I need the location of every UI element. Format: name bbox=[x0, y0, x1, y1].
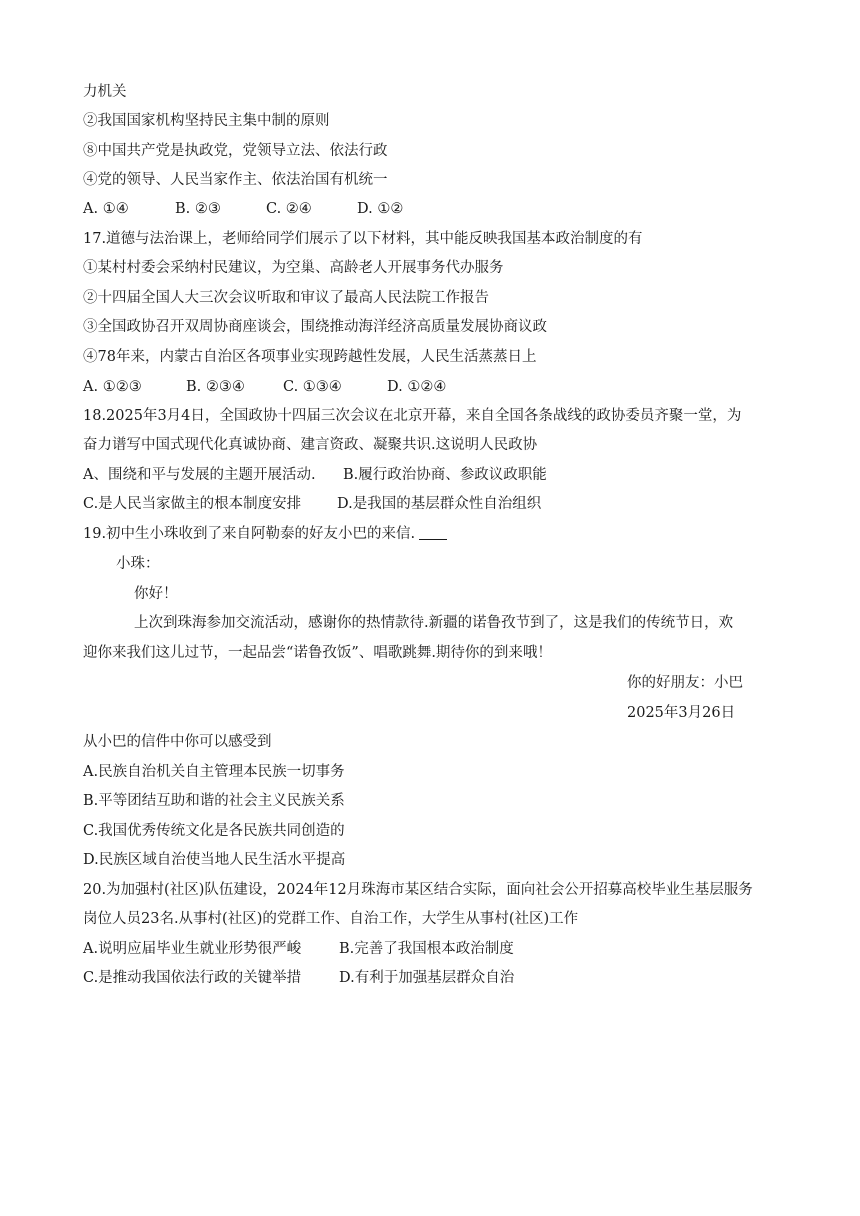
option-d: D.是我国的基层群众性自治组织 bbox=[337, 496, 542, 512]
option-b: B.完善了我国根本政治制度 bbox=[339, 941, 514, 957]
q17-statement-4: ④78年来，内蒙古自治区各项事业实现跨越性发展，人民生活蒸蒸日上 bbox=[83, 349, 537, 365]
option-a: A、围绕和平与发展的主题开展活动. bbox=[83, 467, 316, 483]
q19-option-a: A.民族自治机关自主管理本民族一切事务 bbox=[83, 764, 345, 780]
option-c: C.是推动我国依法行政的关键举措 bbox=[83, 970, 302, 986]
text-line: 力机关 bbox=[83, 84, 127, 100]
letter-body-1: 上次到珠海参加交流活动，感谢你的热情款待.新疆的诺鲁孜节到了，这是我们的传统节日，欢 bbox=[134, 615, 734, 631]
option-a: A.说明应届毕业生就业形势很严峻 bbox=[83, 941, 302, 957]
option-d: D. ①② bbox=[357, 201, 404, 217]
q19-option-c: C.我国优秀传统文化是各民族共同创造的 bbox=[83, 823, 345, 839]
letter-salutation: 小珠： bbox=[116, 556, 160, 572]
q19-stem bbox=[83, 524, 447, 544]
statement-2: ②我国国家机构坚持民主集中制的原则 bbox=[83, 113, 330, 129]
statement-4: ④党的领导、人民当家作主、依法治国有机统一 bbox=[83, 172, 388, 188]
q19-option-b: B.平等团结互助和谐的社会主义民族关系 bbox=[83, 793, 345, 809]
q19-stem-text: 19.初中生小珠收到了来自阿勒泰的好友小巴的来信. bbox=[83, 526, 416, 542]
q20-stem-1: 20.为加强村(社区)队伍建设，2024年12月珠海市某区结合实际，面向社会公开招募高校毕业生基层服务 bbox=[83, 882, 753, 898]
letter-greeting: 你好！ bbox=[134, 586, 178, 602]
q19-option-d: D.民族区域自治使当地人民生活水平提高 bbox=[83, 852, 346, 868]
option-b: B.履行政治协商、参政议政职能 bbox=[343, 467, 547, 483]
q18-options-row-1 bbox=[83, 465, 547, 485]
option-d: D.有利于加强基层群众自治 bbox=[339, 970, 515, 986]
option-c: C.是人民当家做主的根本制度安排 bbox=[83, 496, 302, 512]
option-a: A. ①④ bbox=[83, 201, 129, 217]
q17-statement-2: ②十四届全国人大三次会议听取和审议了最高人民法院工作报告 bbox=[83, 290, 489, 306]
q17-options bbox=[83, 377, 446, 397]
letter-signature: 你的好朋友：小巴 bbox=[627, 675, 743, 691]
option-c: C. ①③④ bbox=[283, 379, 342, 395]
letter-date: 2025年3月26日 bbox=[627, 705, 736, 721]
option-b: B. ②③ bbox=[175, 201, 221, 217]
option-a: A. ①②③ bbox=[83, 379, 142, 395]
letter-body-2: 迎你来我们这儿过节，一起品尝“诺鲁孜饭”、唱歌跳舞.期待你的到来哦！ bbox=[83, 645, 552, 661]
option-c: C. ②④ bbox=[266, 201, 312, 217]
option-b: B. ②③④ bbox=[186, 379, 245, 395]
q17-stem: 17.道德与法治课上，老师给同学们展示了以下材料，其中能反映我国基本政治制度的有 bbox=[83, 231, 643, 247]
q17-statement-3: ③全国政协召开双周协商座谈会，围绕推动海洋经济高质量发展协商议政 bbox=[83, 319, 547, 335]
q19-lead: 从小巴的信件中你可以感受到 bbox=[83, 734, 272, 750]
q18-stem-1: 18.2025年3月4日，全国政协十四届三次会议在北京开幕，来自全国各条战线的政协委员齐聚一堂，为 bbox=[83, 408, 742, 424]
option-d: D. ①②④ bbox=[387, 379, 447, 395]
q18-stem-2: 奋力谱写中国式现代化真诚协商、建言资政、凝聚共识.这说明人民政协 bbox=[83, 437, 538, 453]
q20-stem-2: 岗位人员23名.从事村(社区)的党群工作、自治工作，大学生从事村(社区)工作 bbox=[83, 911, 579, 927]
statement-3: ⑧中国共产党是执政党，党领导立法、依法行政 bbox=[83, 143, 388, 159]
q20-options-row-1 bbox=[83, 939, 514, 959]
q18-options-row-2 bbox=[83, 494, 541, 514]
q17-statement-1: ①某村村委会采纳村民建议，为空巢、高龄老人开展事务代办服务 bbox=[83, 260, 504, 276]
answer-blank bbox=[419, 525, 447, 540]
q16-options bbox=[83, 199, 403, 219]
q20-options-row-2 bbox=[83, 968, 514, 988]
